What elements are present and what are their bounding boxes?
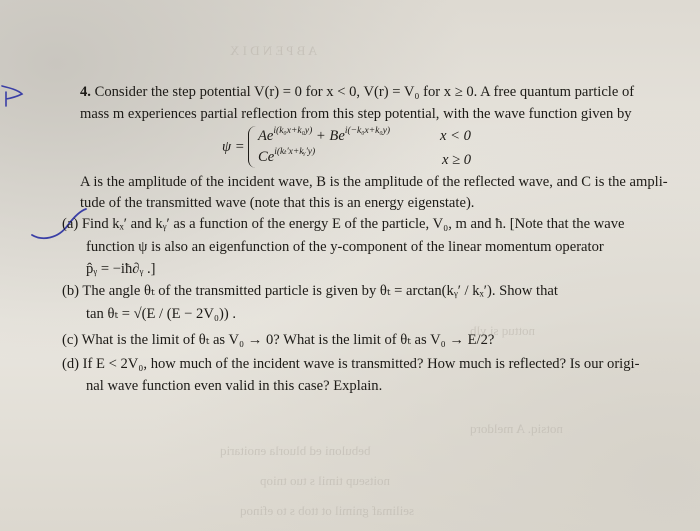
- bleed-through-text: nottuq si ylb: [470, 323, 536, 338]
- bleed-through-text: seilimaf gnimil ot ttob s to efinoq: [240, 503, 415, 518]
- problem-number: 4.: [80, 84, 91, 100]
- part-c-line-1: (c) What is the limit of θₜ as V₀ → 0? What is the limit of θₜ as V₀ → E/2?: [62, 332, 495, 348]
- case-2-expression: $Ce^{i(k_t'x+kᵧ'y)}$: [258, 147, 316, 165]
- bleed-through-text: A B P E N D I X: [230, 43, 318, 58]
- problem-line-2: mass m experiences partial reflection from this step potential, with the wave function given by: [80, 106, 632, 122]
- bleed-through-text: noitseup timil s tuo tniop: [260, 473, 391, 488]
- cases-brace: [248, 126, 257, 168]
- part-a-line-2: function ψ is also an eigenfunction of the y-component of the linear momentum operator: [86, 239, 604, 255]
- pen-mark-icon: [0, 82, 30, 108]
- wave-symbol: ψ =: [222, 139, 245, 155]
- problem-intro: Consider the step potential V(r) = 0 for x < 0, V(r) = V₀ for x ≥ 0. A free quantum particle of: [94, 84, 635, 100]
- bleed-through-text: notsiq. A meldorq: [470, 421, 563, 436]
- description-line-1: A is the amplitude of the incident wave, B is the amplitude of the reflected wave, and C is the ampli-: [80, 174, 668, 190]
- case-2-condition: x ≥ 0: [442, 152, 472, 168]
- part-d-line-1: (d) If E < 2V₀, how much of the incident wave is transmitted? How much is reflected? Is our origi-: [62, 356, 640, 372]
- part-b-line-2: tan θₜ = √(E / (E − 2V₀)) .: [86, 306, 236, 322]
- part-b-line-1: (b) The angle θₜ of the transmitted particle is given by θₜ = arctan(kᵧ′ / kₓ′). Show that: [62, 283, 558, 299]
- case-1-expression: $Ae^{i(k_0x+k_0y)} + Be^{i(-k_0x+k_0y)}$: [258, 126, 391, 144]
- description-line-2: tude of the transmitted wave (note that this is an energy eigenstate).: [80, 195, 475, 211]
- part-d-line-2: nal wave function even valid in this case? Explain.: [86, 378, 383, 394]
- part-a-line-1: (a) Find kₓ′ and kᵧ′ as a function of the energy E of the particle, V₀, m and ħ. [Note that the wave: [62, 216, 625, 232]
- case-1-condition: x < 0: [440, 128, 471, 144]
- part-a-line-3: p̂ᵧ = −iħ∂ᵧ .]: [86, 261, 156, 277]
- problem-line-1: [80, 82, 634, 104]
- bleed-through-text: bebuloni ed bluorla enoitariq: [220, 443, 371, 458]
